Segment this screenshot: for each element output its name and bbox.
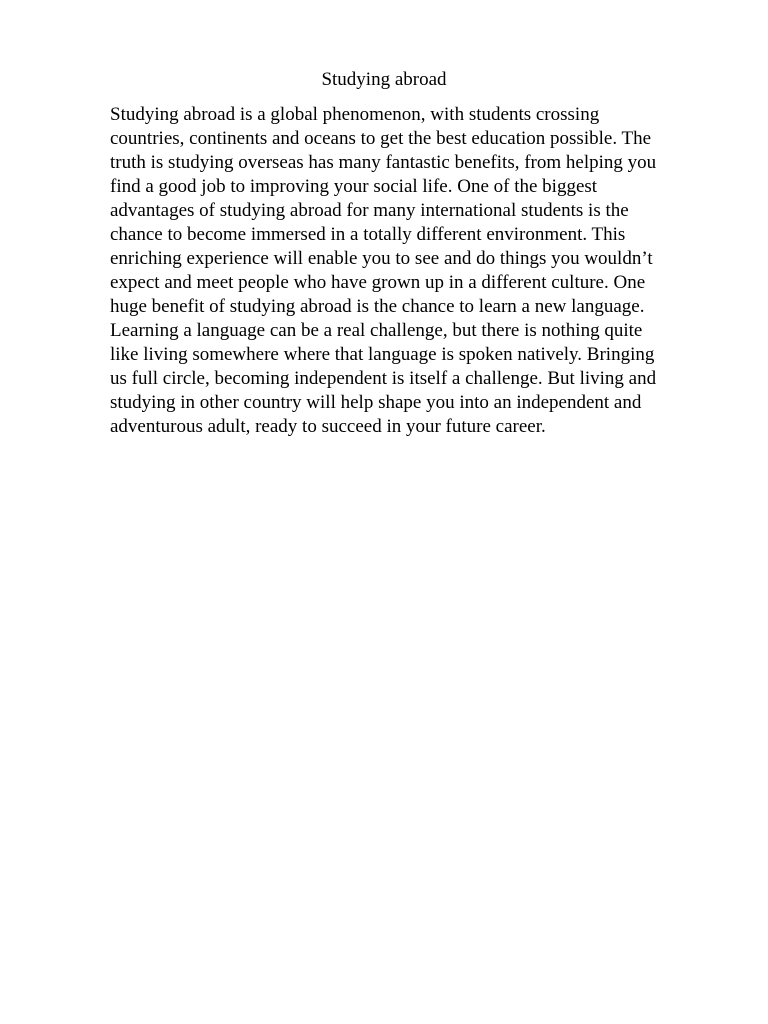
body-line: like living somewhere where that language is spoken natively. Bringing xyxy=(110,344,655,365)
body-line: huge benefit of studying abroad is the chance to learn a new language. xyxy=(110,296,645,317)
body-line: expect and meet people who have grown up in a different culture. One xyxy=(110,272,646,293)
body-line: find a good job to improving your social life. One of the biggest xyxy=(110,176,598,197)
body-line: chance to become immersed in a totally different environment. This xyxy=(110,224,626,245)
body-line: enriching experience will enable you to see and do things you wouldn’t xyxy=(110,248,653,269)
document-body xyxy=(110,103,710,439)
body-line: countries, continents and oceans to get the best education possible. The xyxy=(110,128,652,149)
body-line: Learning a language can be a real challenge, but there is nothing quite xyxy=(110,320,643,341)
body-line: studying in other country will help shape you into an independent and xyxy=(110,392,642,413)
body-line: us full circle, becoming independent is itself a challenge. But living and xyxy=(110,368,657,389)
body-line: advantages of studying abroad for many international students is the xyxy=(110,200,629,221)
body-line: truth is studying overseas has many fantastic benefits, from helping you xyxy=(110,152,657,173)
body-line: Studying abroad is a global phenomenon, with students crossing xyxy=(110,104,600,125)
document-title: Studying abroad xyxy=(321,69,447,90)
body-line: adventurous adult, ready to succeed in your future career. xyxy=(110,416,546,437)
